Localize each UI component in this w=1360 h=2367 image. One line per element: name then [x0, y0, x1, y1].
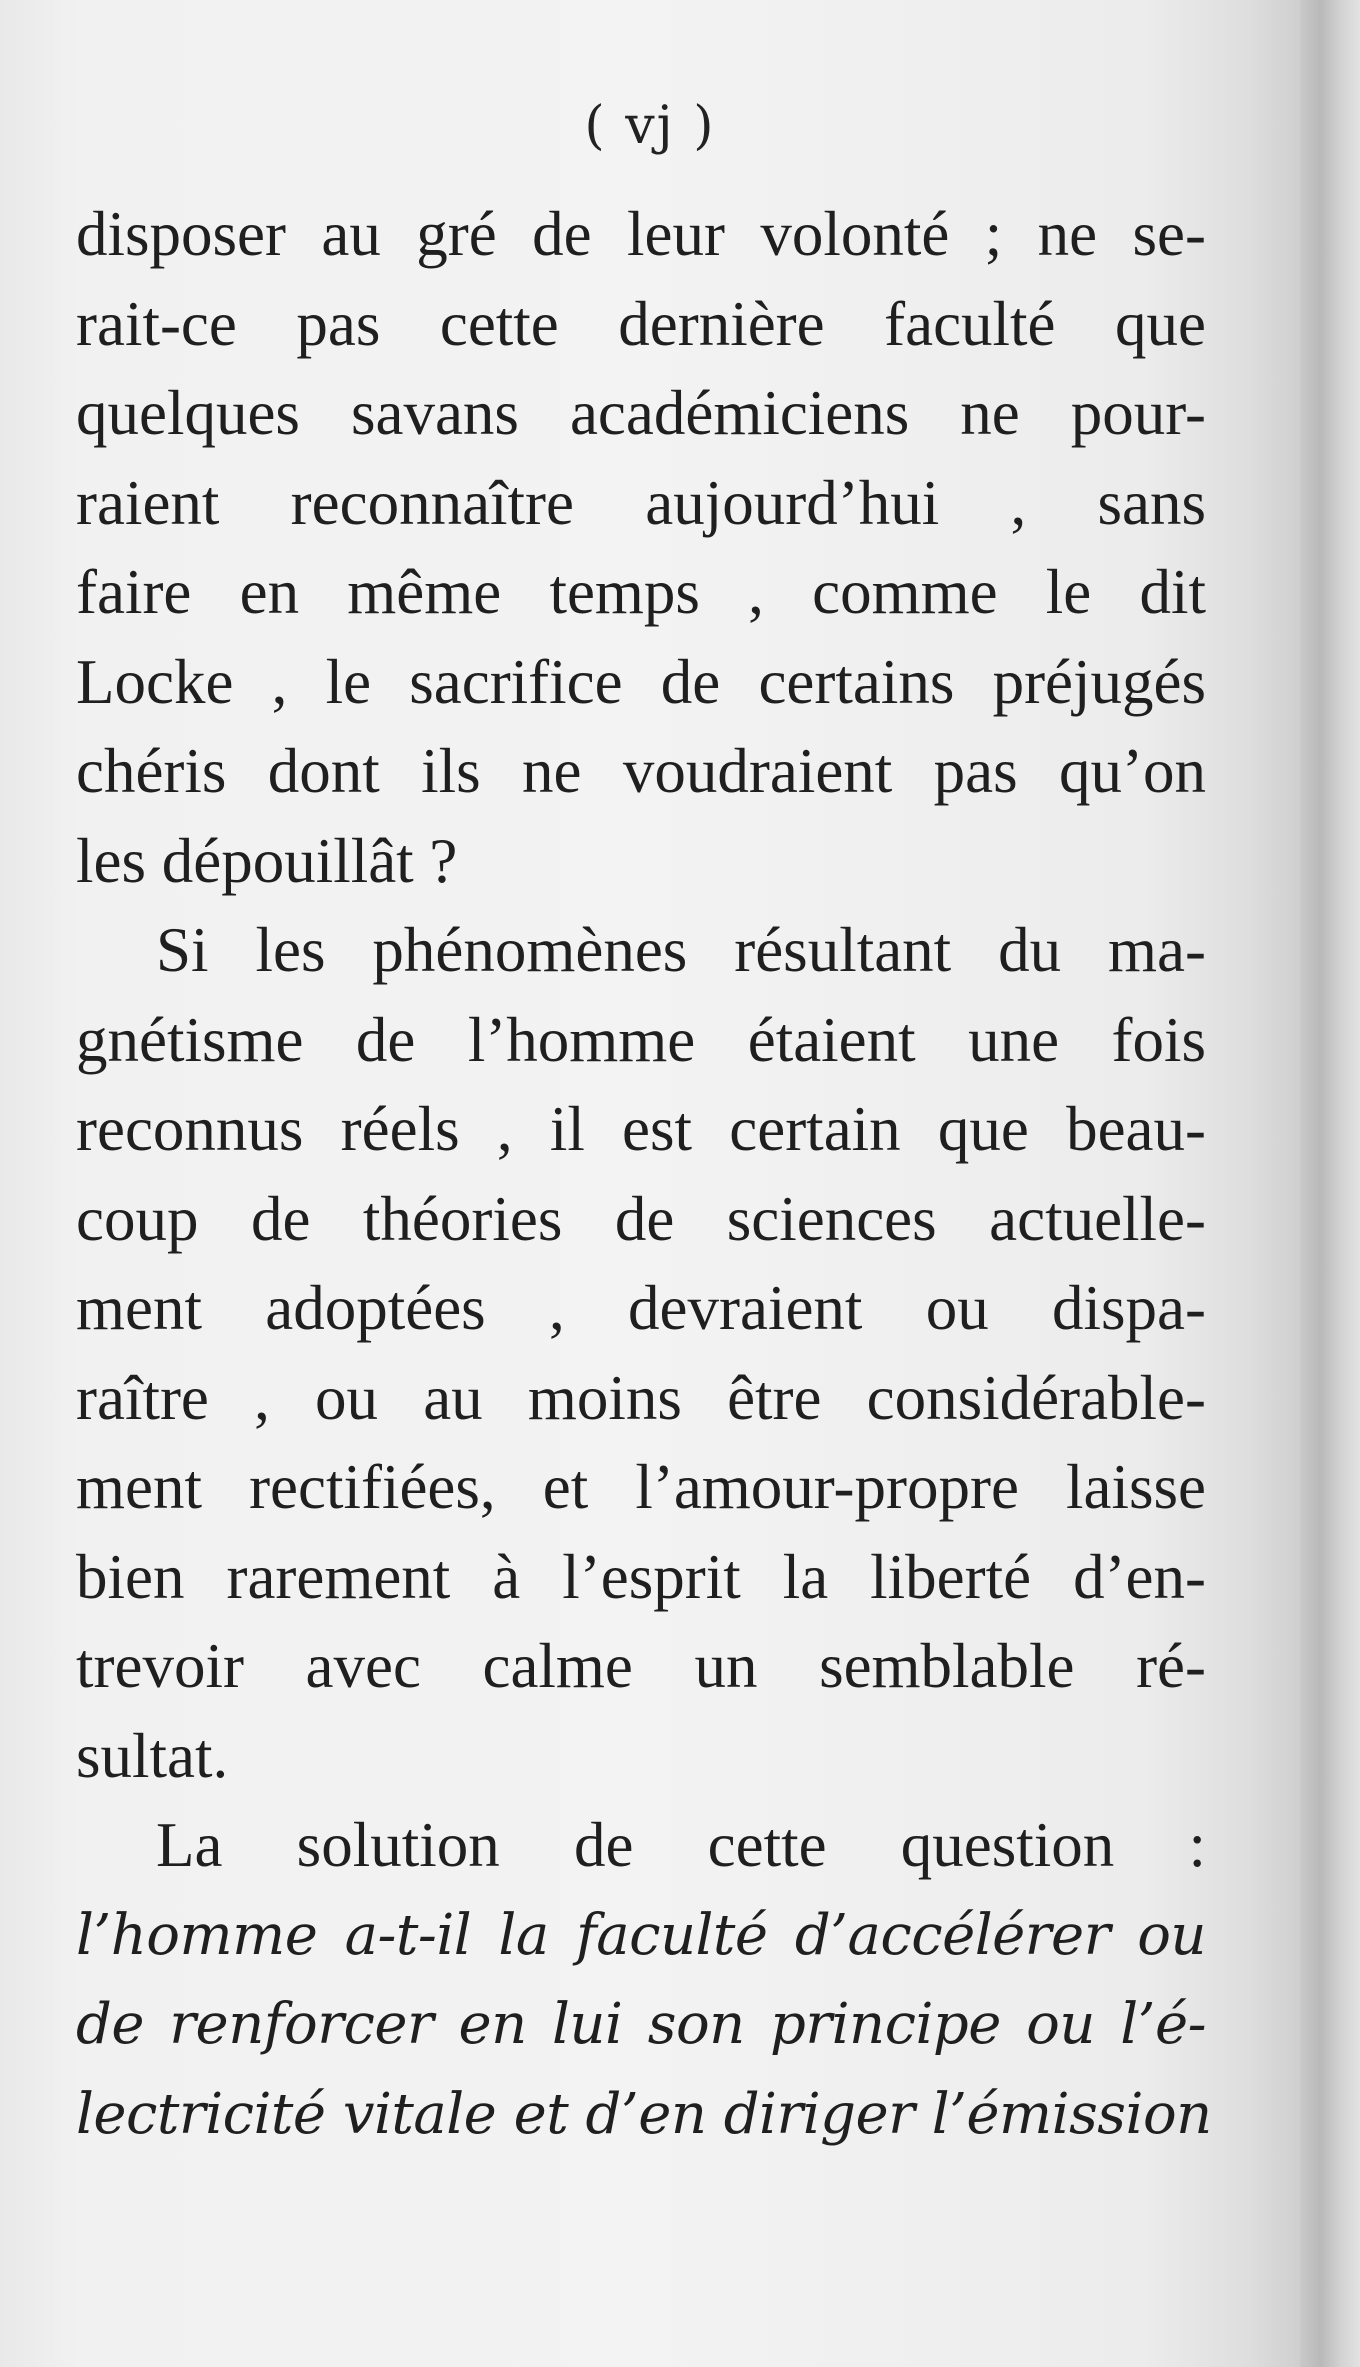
text-line: gnétisme de l’homme étaient une fois — [76, 1004, 1206, 1075]
text-line: trevoir avec calme un semblable ré- — [76, 1631, 1206, 1701]
text-line: disposer au gré de leur volonté ; ne se- — [76, 199, 1206, 269]
body-text — [76, 190, 1212, 2159]
text-line: bien rarement à l’esprit la liberté d’en- — [76, 1541, 1206, 1612]
italic-text-line: lectricité vitale et d’en diriger l’émission — [76, 2081, 1212, 2147]
text-line: coup de théories de sciences actuelle- — [76, 1183, 1206, 1254]
text-line: quelques savans académiciens ne pour- — [76, 378, 1206, 448]
text-line: sultat. — [76, 1720, 229, 1791]
text-line: reconnus réels , il est certain que beau- — [76, 1094, 1206, 1164]
italic-text-line: l’homme a-t-il la faculté d’accélérer ou — [76, 1902, 1206, 1968]
text-line: raient reconnaître aujourd’hui , sans — [76, 467, 1206, 538]
text-line: chéris dont ils ne voudraient pas qu’on — [76, 736, 1206, 806]
text-line: rait-ce pas cette dernière faculté que — [76, 288, 1206, 359]
text-line: ment rectifiées, et l’amour-propre laisse — [76, 1452, 1206, 1522]
text-line: les dépouillât ? — [76, 825, 458, 896]
book-gutter-shadow — [1300, 0, 1360, 2367]
text-line: Si les phénomènes résultant du ma- — [156, 915, 1206, 985]
text-line: raître , ou au moins être considérable- — [76, 1362, 1206, 1433]
italic-text-line: de renforcer en lui son principe ou l’é- — [76, 1992, 1206, 2057]
page-number-header: ( vj ) — [584, 96, 716, 156]
text-line: Locke , le sacrifice de certains préjugés — [76, 646, 1206, 717]
text-line: La solution de cette question : — [156, 1810, 1206, 1880]
text-line: ment adoptées , devraient ou dispa- — [76, 1273, 1206, 1343]
text-line: faire en même temps , comme le dit — [76, 557, 1206, 627]
